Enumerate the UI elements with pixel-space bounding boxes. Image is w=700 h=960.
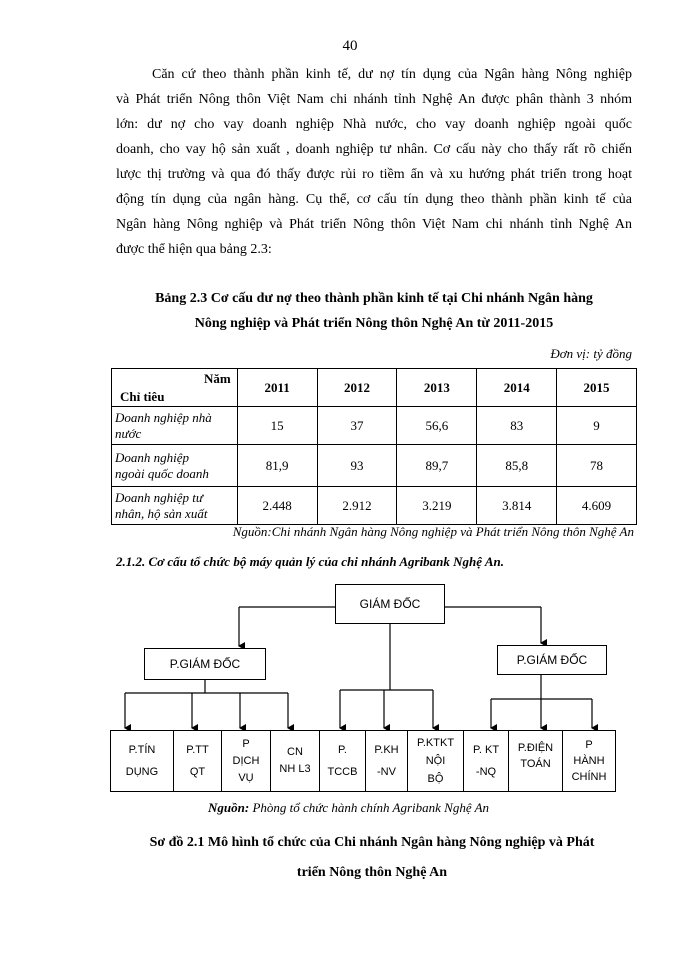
section-heading: 2.1.2. Cơ cấu tổ chức bộ máy quản lý của chi nhánh Agribank Nghệ An. xyxy=(116,554,504,569)
table-cell: 9 xyxy=(557,407,637,445)
table-cell: 2.448 xyxy=(237,487,317,525)
row-label: Doanh nghiệp ngoài quốc doanh xyxy=(112,445,238,487)
table-cell: 37 xyxy=(317,407,397,445)
dept-service-box: P DỊCH VỤ xyxy=(222,731,271,791)
diagram-source-text: Phòng tổ chức hành chính Agribank Nghệ An xyxy=(249,800,490,815)
diagram-source xyxy=(208,800,489,816)
director-box: GIÁM ĐỐC xyxy=(335,584,445,624)
table-cell: 56,6 xyxy=(397,407,477,445)
table-cell: 89,7 xyxy=(397,445,477,487)
dept-planning-box: P.KH -NV xyxy=(366,731,408,791)
deputy-director-left-box: P.GIÁM ĐỐC xyxy=(144,648,266,680)
dept-personnel-box: P. TCCB xyxy=(320,731,366,791)
table-cell: 78 xyxy=(557,445,637,487)
year-header: 2011 xyxy=(237,369,317,407)
deputy-director-right-box: P.GIÁM ĐỐC xyxy=(497,645,607,675)
dept-payment-box: P.TT QT xyxy=(174,731,222,791)
year-header: 2013 xyxy=(397,369,477,407)
dept-branch-l3-box: CN NH L3 xyxy=(271,731,320,791)
dept-it-box: P.ĐIỆN TOÁN xyxy=(509,731,563,791)
table-cell: 83 xyxy=(477,407,557,445)
table-caption-line: Bảng 2.3 Cơ cấu dư nợ theo thành phần kinh tế tại Chi nhánh Ngân hàng xyxy=(155,291,593,306)
paragraph-line: động tín dụng của ngân hàng. Cụ thể, cơ cấu tín dụng theo thành phần kinh tế của xyxy=(116,192,632,207)
row-label: Doanh nghiệp nhà nước xyxy=(112,407,238,445)
table-cell: 3.814 xyxy=(477,487,557,525)
diagram-caption xyxy=(106,828,638,888)
paragraph-line: được thể hiện qua bảng 2.3: xyxy=(116,242,272,257)
table-cell: 4.609 xyxy=(557,487,637,525)
table-cell: 93 xyxy=(317,445,397,487)
year-header: 2012 xyxy=(317,369,397,407)
diagram-caption-line: Sơ đồ 2.1 Mô hình tổ chức của Chi nhánh Ngân hàng Nông nghiệp và Phát xyxy=(149,835,595,850)
table-cell: 3.219 xyxy=(397,487,477,525)
diagram-caption-line: triển Nông thôn Nghệ An xyxy=(296,865,448,880)
year-header: 2015 xyxy=(557,369,637,407)
row-label: Doanh nghiệp tư nhân, hộ sản xuất xyxy=(112,487,238,525)
page-number: 40 xyxy=(342,38,358,54)
year-header: 2014 xyxy=(477,369,557,407)
table-caption-line: Nông nghiệp và Phát triển Nông thôn Nghệ An từ 2011-2015 xyxy=(194,316,554,331)
table-cell: 15 xyxy=(237,407,317,445)
table-cell: 81,9 xyxy=(237,445,317,487)
header-indicator-label: Chỉ tiêu xyxy=(120,388,165,404)
table-source: Nguồn:Chi nhánh Ngân hàng Nông nghiệp và Phát triển Nông thôn Nghệ An xyxy=(232,524,634,539)
table-cell: 85,8 xyxy=(477,445,557,487)
dept-admin-box: P HÀNH CHÍNH xyxy=(571,739,607,783)
dept-internal-audit-box: P.KTKT NỘI BỘ xyxy=(408,731,464,791)
unit-label: Đơn vị: tỷ đồng xyxy=(550,346,632,361)
paragraph-line: lược thị trường và qua đó thấy được rủi ro tiềm ẩn và xu hướng phát triển trong hoạt xyxy=(116,167,632,182)
paragraph-line: doanh, cho vay hộ sản xuất , doanh nghiệp tư nhân. Cơ cấu này cho thấy rất rõ chiến xyxy=(116,142,632,157)
paragraph-line: Căn cứ theo thành phần kinh tế, dư nợ tín dụng của Ngân hàng Nông nghiệp xyxy=(152,67,632,82)
paragraph-line: lớn: dư nợ cho vay doanh nghiệp Nhà nước, cho vay doanh nghiệp ngoài quốc xyxy=(116,117,632,132)
paragraph-line: và Phát triển Nông thôn Việt Nam chi nhánh tỉnh Nghệ An được phân thành 3 nhóm xyxy=(116,92,632,107)
diagram-source-label: Nguồn: xyxy=(208,800,250,815)
table-cell: 2.912 xyxy=(317,487,397,525)
dept-accounting-box: P. KT -NQ xyxy=(464,731,509,791)
departments-row xyxy=(110,730,616,792)
paragraph-line: Ngân hàng Nông nghiệp và Phát triển Nông thôn Việt Nam chi nhánh tỉnh Nghệ An xyxy=(116,217,632,232)
dept-credit-box: P.TÍN DỤNG xyxy=(111,731,174,791)
header-year-label: Năm xyxy=(204,370,231,386)
